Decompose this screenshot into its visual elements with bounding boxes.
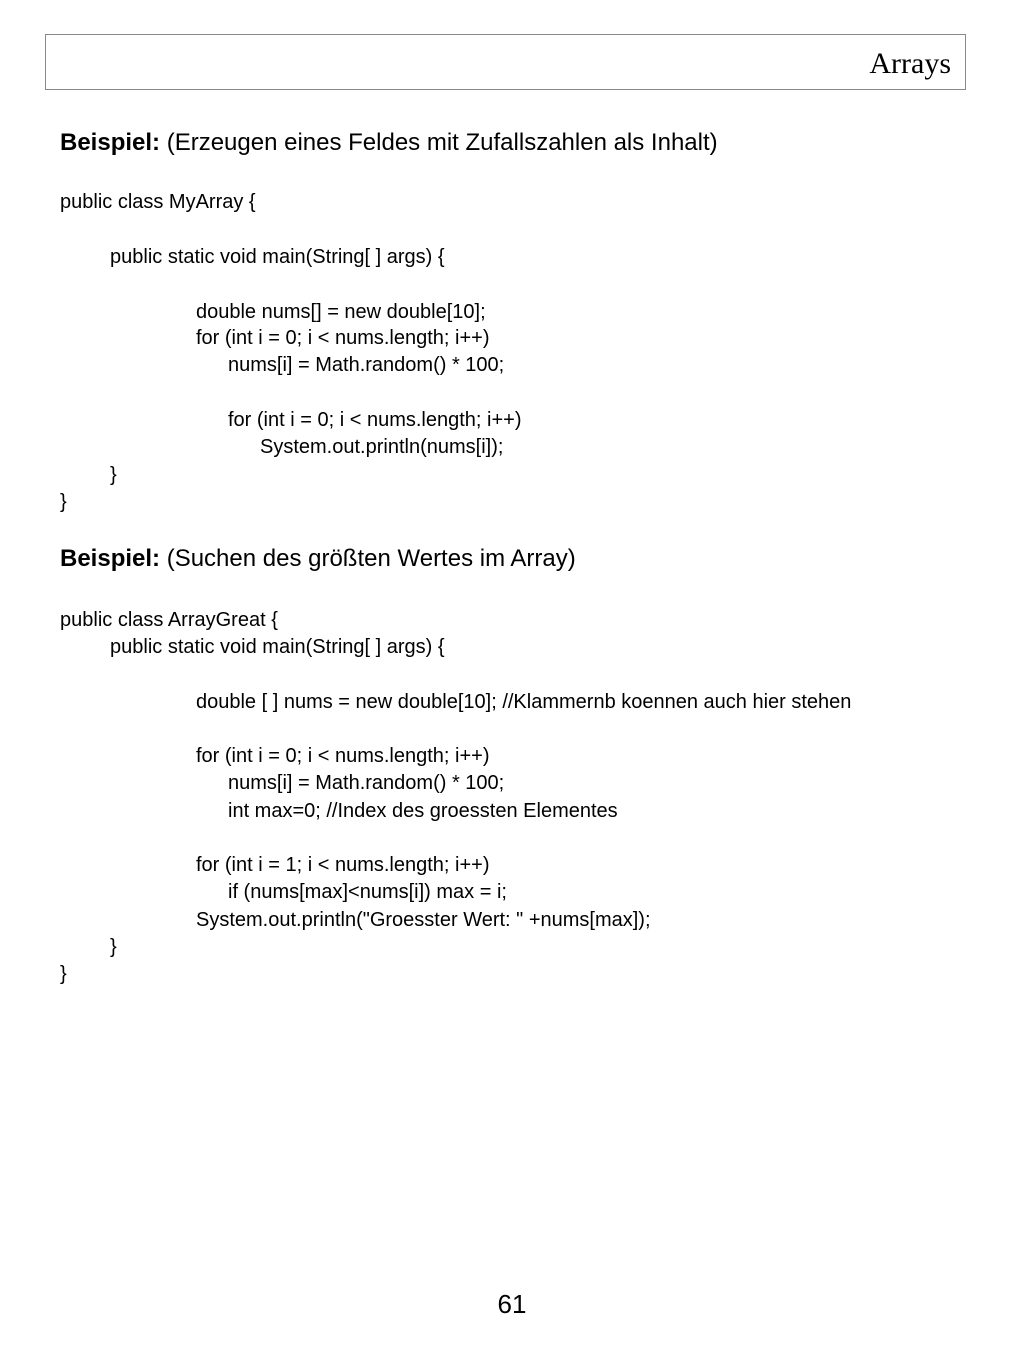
example-1-heading (60, 128, 718, 158)
code-line: public class MyArray { (60, 191, 256, 213)
code-line: System.out.println(nums[i]); (260, 436, 504, 458)
code-line: for (int i = 0; i < nums.length; i++) (196, 745, 490, 767)
code-line: } (110, 464, 117, 486)
code-line: nums[i] = Math.random() * 100; (228, 772, 505, 794)
code-line: for (int i = 0; i < nums.length; i++) (196, 327, 490, 349)
code-line: for (int i = 1; i < nums.length; i++) (196, 854, 490, 876)
code-line: double nums[] = new double[10]; (196, 301, 486, 323)
example-1-caption: (Erzeugen eines Feldes mit Zufallszahlen als Inhalt) (160, 129, 718, 156)
example-2-caption: (Suchen des größten Wertes im Array) (160, 545, 576, 572)
code-line: public class ArrayGreat { (60, 609, 278, 631)
code-line: nums[i] = Math.random() * 100; (228, 354, 505, 376)
example-1-label: Beispiel: (60, 129, 161, 156)
page-title: Arrays (869, 47, 951, 80)
code-line: } (110, 936, 117, 958)
example-2-heading (60, 544, 576, 574)
header-box (45, 34, 966, 90)
code-line: public static void main(String[ ] args) { (110, 246, 445, 268)
code-line: System.out.println("Groesster Wert: " +nums[max]); (196, 909, 651, 931)
code-line: public static void main(String[ ] args) { (110, 636, 445, 658)
code-line: int max=0; //Index des groessten Elementes (228, 800, 618, 822)
code-line: } (60, 963, 67, 985)
code-line: double [ ] nums = new double[10]; //Klammernb koennen auch hier stehen (196, 691, 852, 713)
code-line: } (60, 491, 67, 513)
page-number: 61 (497, 1289, 527, 1319)
code-line: for (int i = 0; i < nums.length; i++) (228, 409, 522, 431)
example-2-label: Beispiel: (60, 545, 161, 572)
code-line: if (nums[max]<nums[i]) max = i; (228, 881, 507, 903)
